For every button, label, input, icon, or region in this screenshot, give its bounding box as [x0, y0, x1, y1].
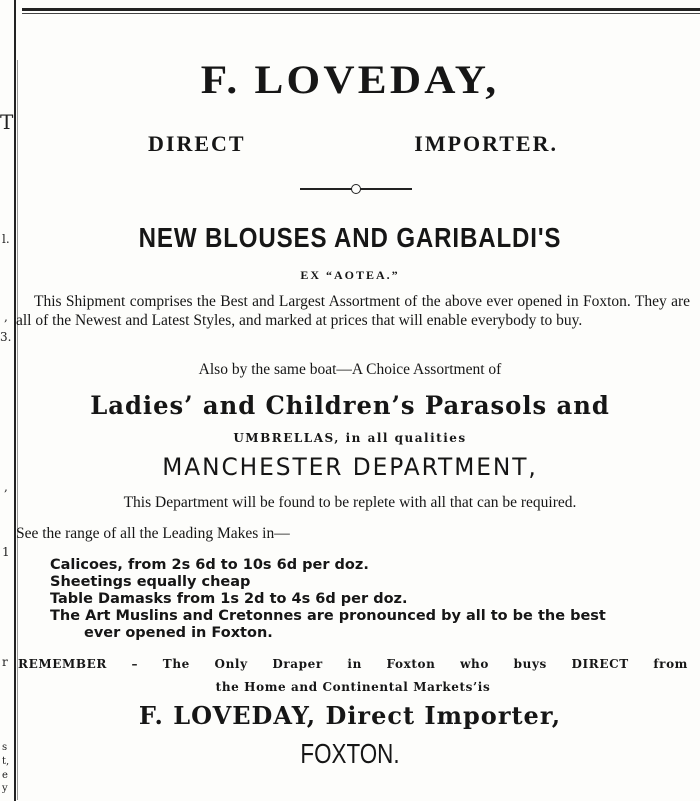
margin-fragment: l. [2, 232, 10, 246]
margin-fragment: 1 [2, 545, 10, 559]
remember-line-2: the Home and Continental Markets’is [215, 680, 491, 694]
ship-name: EX “AOTEA.” [300, 268, 400, 282]
margin-fragment: e [2, 770, 8, 781]
margin-fragment: 3. [0, 330, 12, 344]
range-intro: See the range of all the Leading Makes in— [16, 525, 290, 542]
remember-line: REMEMBER – The Only Draper in Foxton who buys DIRECT from [18, 657, 688, 671]
margin-fragment: T [0, 110, 14, 134]
list-item: Calicoes, from 2s 6d to 10s 6d per doz. [50, 557, 369, 573]
headline: NEW BLOUSES AND GARIBALDI'S [138, 222, 562, 253]
list-item: Sheetings equally cheap [50, 574, 251, 590]
town-name: FOXTON. [300, 738, 400, 769]
margin-fragment: y [2, 783, 8, 794]
margin-fragment: , [4, 310, 8, 324]
list-item-muslins [50, 608, 690, 642]
merchant-name: F. LOVEDAY, [200, 57, 500, 102]
umbrellas-line: UMBRELLAS, in all qualities [233, 431, 467, 445]
merchant-role [148, 131, 558, 157]
department-text: This Department will be found to be replete with all that can be required. [123, 494, 577, 511]
margin-fragment: s [2, 742, 8, 753]
remember-notice [18, 653, 688, 699]
list-item: Table Damasks from 1s 2d to 4s 6d per doz. [50, 591, 408, 607]
top-rule-thin [22, 13, 700, 14]
muslins-continuation: ever opened in Foxton. [84, 625, 273, 641]
role-importer: IMPORTER. [414, 131, 558, 156]
margin-fragment: r [2, 655, 8, 669]
muslins-line: The Art Muslins and Cretonnes are pronounced by all to be the best [50, 608, 606, 624]
top-rule [22, 8, 700, 11]
margin-fragment: t, [2, 756, 10, 767]
department-title: MANCHESTER DEPARTMENT, [162, 453, 538, 481]
intro-paragraph: This Shipment comprises the Best and Largest Assortment of the above ever opened in Foxton. They are all of the Newest and Latest Styles, and marked at prices that will enable everybody to buy. [16, 293, 690, 329]
goods-list [50, 557, 690, 642]
parasols-heading: Ladies’ and Children’s Parasols and [90, 391, 610, 420]
role-direct: DIRECT [148, 131, 246, 156]
also-line: Also by the same boat—A Choice Assortment of [198, 361, 502, 378]
divider-ornament [351, 184, 361, 194]
margin-fragment: , [4, 480, 8, 494]
signature: F. LOVEDAY, Direct Importer, [138, 701, 562, 730]
